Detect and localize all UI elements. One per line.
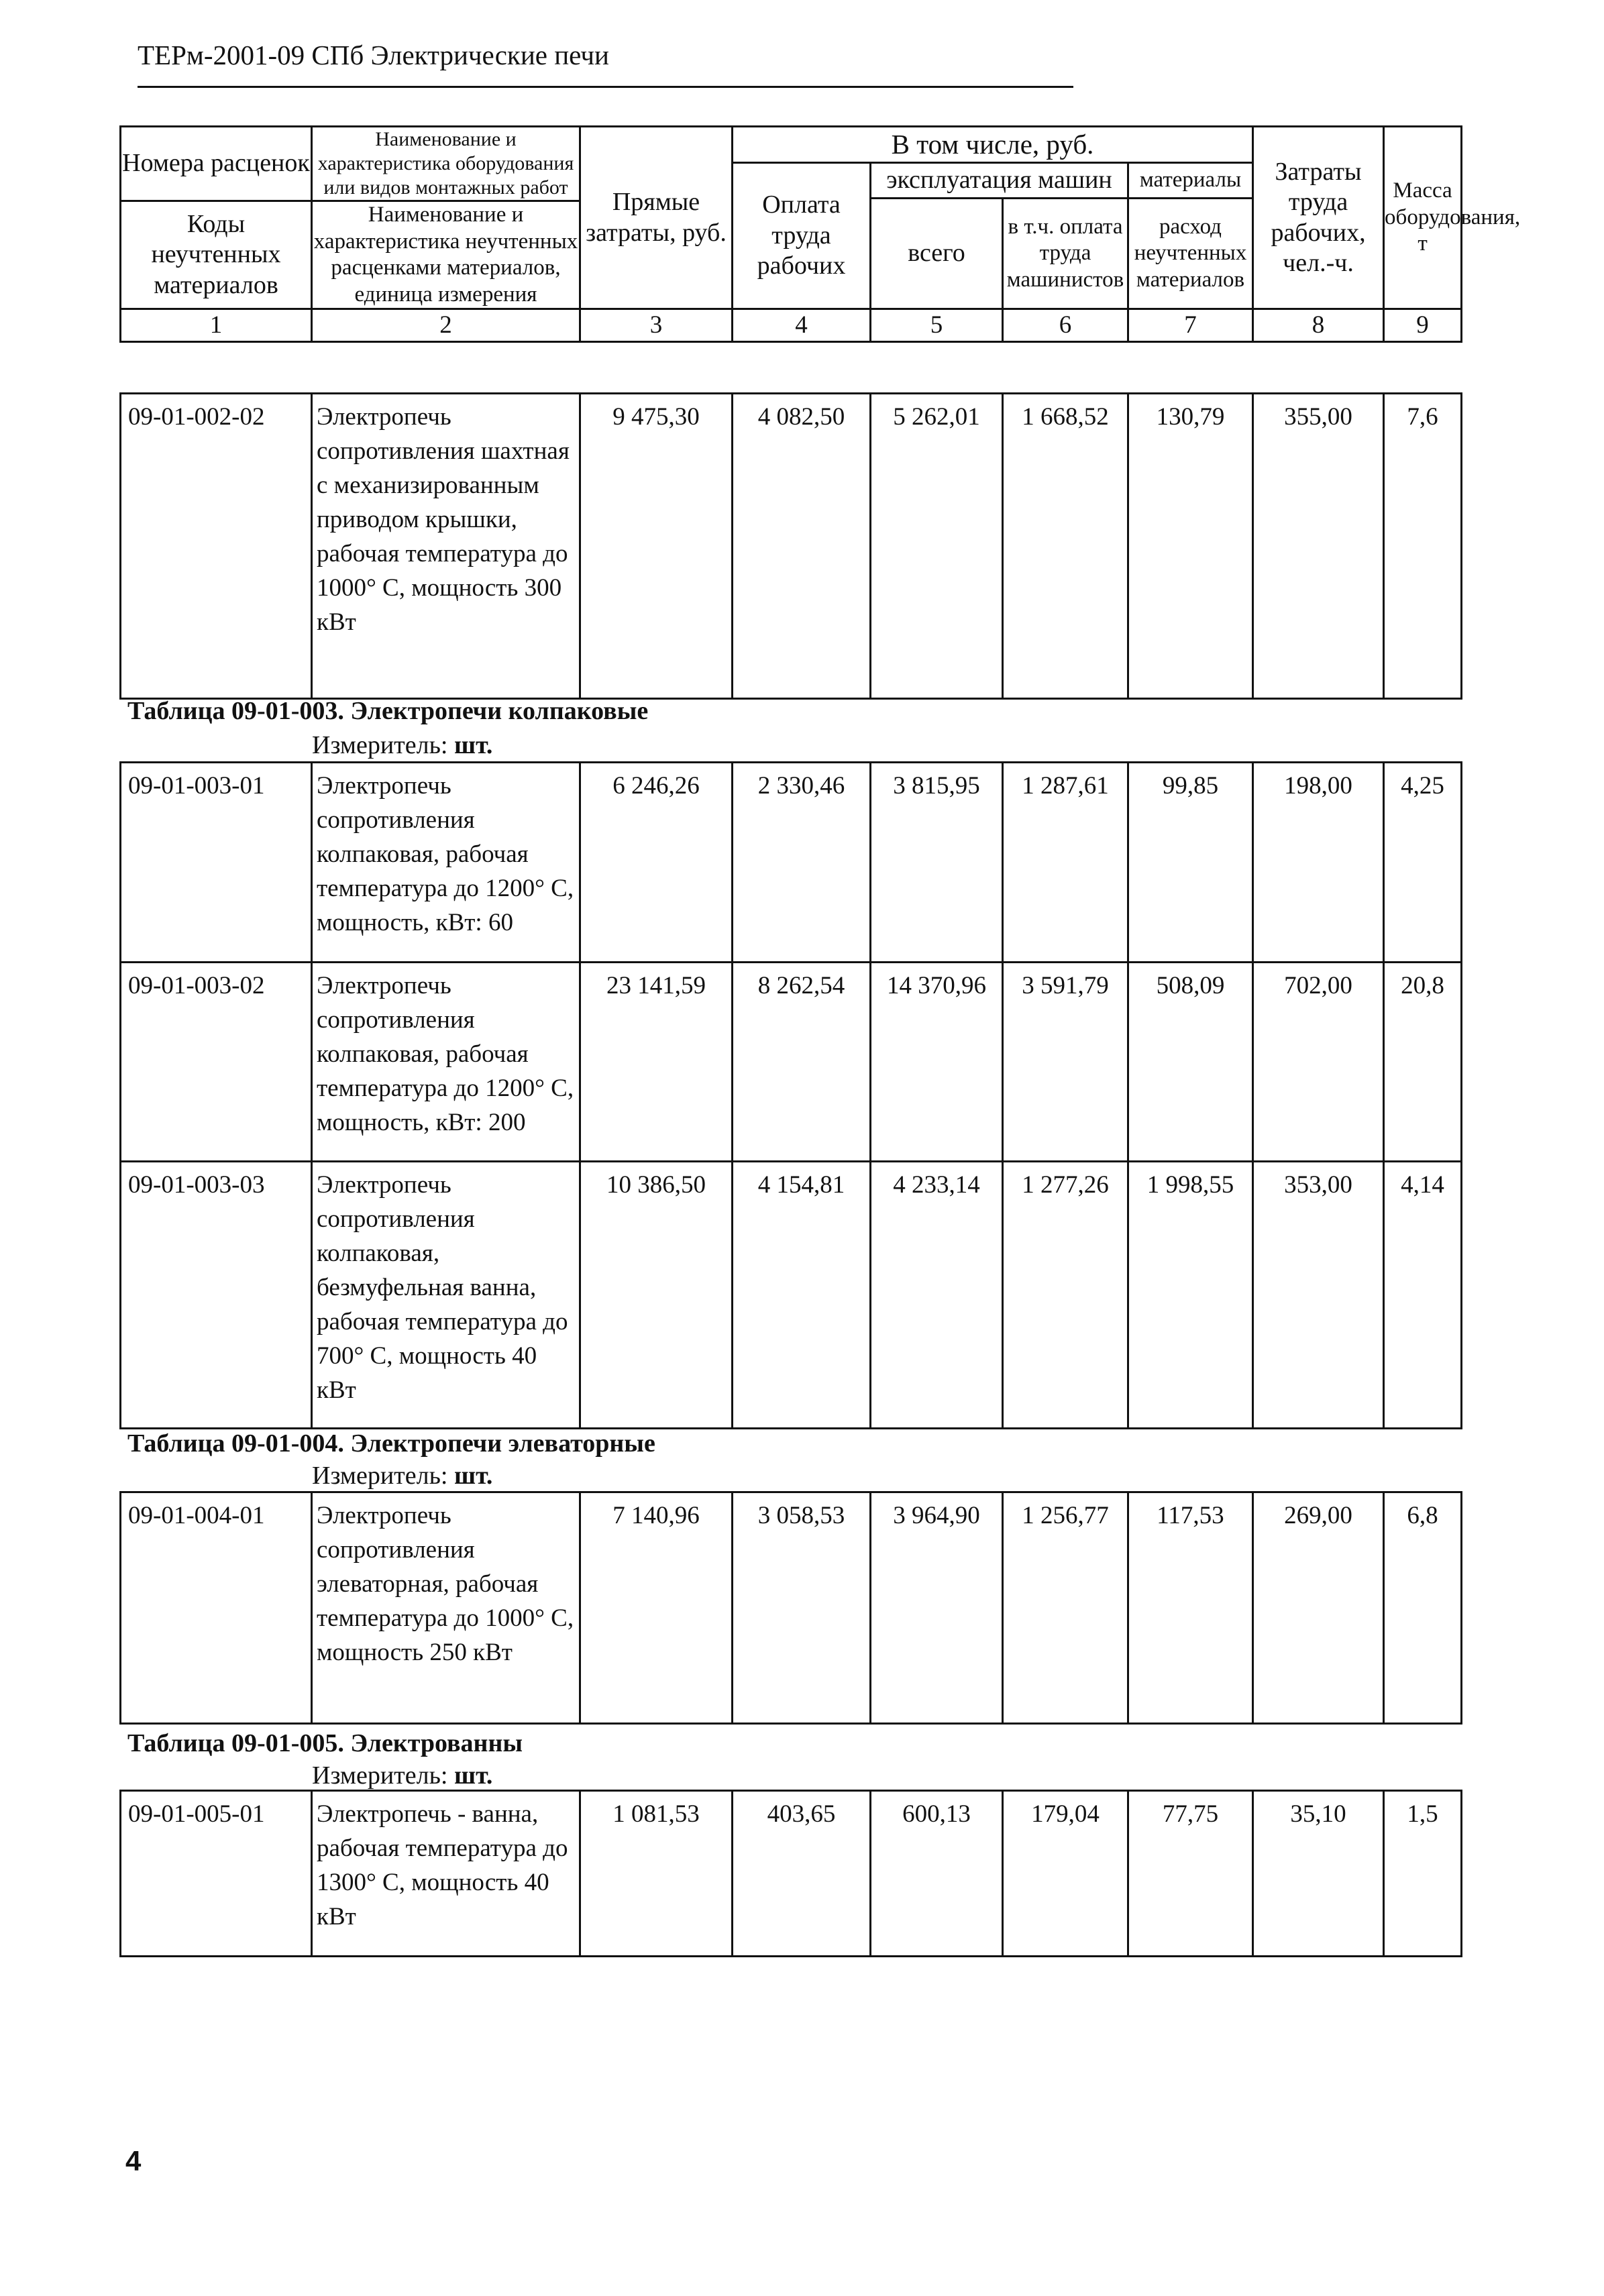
header-machines-total: всего bbox=[871, 198, 1003, 309]
column-number: 3 bbox=[580, 309, 733, 342]
table-row bbox=[121, 963, 1462, 1162]
rate-name: Электропечь сопротивления колпаковая, рабочая температура до 1200° С, мощность, кВт: 60 bbox=[312, 763, 580, 963]
measure-line bbox=[312, 1461, 492, 1490]
direct-costs-value: 1 081,53 bbox=[580, 1791, 733, 1957]
column-number: 5 bbox=[871, 309, 1003, 342]
rate-table-2 bbox=[119, 761, 1462, 1429]
machines-total-value: 14 370,96 bbox=[871, 963, 1003, 1162]
table-row bbox=[121, 1162, 1462, 1429]
measure-value: шт. bbox=[454, 1761, 493, 1790]
machines-total-value: 3 815,95 bbox=[871, 763, 1003, 963]
header-materials: материалы bbox=[1128, 163, 1253, 199]
labor-pay-value: 4 082,50 bbox=[733, 394, 871, 699]
column-number: 6 bbox=[1003, 309, 1128, 342]
page-header: ТЕРм-2001-09 СПб Электрические печи bbox=[138, 40, 609, 70]
rate-code: 09-01-003-01 bbox=[121, 763, 312, 963]
labor-hours-value: 353,00 bbox=[1253, 1162, 1384, 1429]
table-row bbox=[121, 763, 1462, 963]
materials-value: 1 998,55 bbox=[1128, 1162, 1253, 1429]
direct-costs-value: 9 475,30 bbox=[580, 394, 733, 699]
column-number: 1 bbox=[121, 309, 312, 342]
header-rate-numbers: Номера расценок bbox=[121, 127, 312, 201]
materials-value: 130,79 bbox=[1128, 394, 1253, 699]
column-number: 7 bbox=[1128, 309, 1253, 342]
materials-value: 508,09 bbox=[1128, 963, 1253, 1162]
rate-table-1 bbox=[119, 392, 1462, 700]
machinists-pay-value: 1 287,61 bbox=[1003, 763, 1128, 963]
rate-table-3 bbox=[119, 1491, 1462, 1725]
machines-total-value: 3 964,90 bbox=[871, 1492, 1003, 1724]
header-worker-pay: Оплата труда рабочих bbox=[733, 163, 871, 309]
measure-value: шт. bbox=[454, 1462, 493, 1490]
labor-hours-value: 702,00 bbox=[1253, 963, 1384, 1162]
header-unaccounted-materials: расход неучтенных материалов bbox=[1128, 198, 1253, 309]
mass-value: 1,5 bbox=[1384, 1791, 1462, 1957]
column-number: 2 bbox=[312, 309, 580, 342]
column-number: 4 bbox=[733, 309, 871, 342]
materials-value: 77,75 bbox=[1128, 1791, 1253, 1957]
column-number: 8 bbox=[1253, 309, 1384, 342]
header-including-group: В том числе, руб. bbox=[733, 127, 1253, 163]
header-work-name: Наименование и характеристика оборудования или видов монтажных работ bbox=[312, 127, 580, 201]
rate-code: 09-01-004-01 bbox=[121, 1492, 312, 1724]
measure-label: Измеритель: bbox=[312, 1761, 448, 1790]
header-direct-costs: Прямые затраты, руб. bbox=[580, 127, 733, 309]
direct-costs-value: 7 140,96 bbox=[580, 1492, 733, 1724]
rate-name: Электропечь сопротивления колпаковая, рабочая температура до 1200° С, мощность, кВт: 200 bbox=[312, 963, 580, 1162]
labor-hours-value: 35,10 bbox=[1253, 1791, 1384, 1957]
measure-label: Измеритель: bbox=[312, 1462, 448, 1490]
mass-value: 20,8 bbox=[1384, 963, 1462, 1162]
direct-costs-value: 10 386,50 bbox=[580, 1162, 733, 1429]
table-row bbox=[121, 394, 1462, 699]
labor-pay-value: 2 330,46 bbox=[733, 763, 871, 963]
measure-value: шт. bbox=[454, 731, 493, 759]
materials-value: 99,85 bbox=[1128, 763, 1253, 963]
table-title: Таблица 09-01-005. Электрованны bbox=[127, 1729, 523, 1757]
labor-hours-value: 198,00 bbox=[1253, 763, 1384, 963]
measure-line bbox=[312, 730, 492, 760]
header-machine-operation: эксплуатация машин bbox=[871, 163, 1128, 199]
header-machinists-pay: в т.ч. оплата труда машинистов bbox=[1003, 198, 1128, 309]
machinists-pay-value: 3 591,79 bbox=[1003, 963, 1128, 1162]
direct-costs-value: 6 246,26 bbox=[580, 763, 733, 963]
machinists-pay-value: 1 277,26 bbox=[1003, 1162, 1128, 1429]
table-row bbox=[121, 1492, 1462, 1724]
mass-value: 7,6 bbox=[1384, 394, 1462, 699]
machines-total-value: 4 233,14 bbox=[871, 1162, 1003, 1429]
measure-line bbox=[312, 1761, 492, 1790]
header-labor-hours: Затраты труда рабочих, чел.-ч. bbox=[1253, 127, 1384, 309]
measure-label: Измеритель: bbox=[312, 731, 448, 759]
header-material-name: Наименование и характеристика неучтенных расценками материалов, единица измерения bbox=[312, 201, 580, 309]
rate-code: 09-01-003-03 bbox=[121, 1162, 312, 1429]
labor-hours-value: 355,00 bbox=[1253, 394, 1384, 699]
labor-pay-value: 8 262,54 bbox=[733, 963, 871, 1162]
rate-name: Электропечь сопротивления колпаковая, безмуфельная ванна, рабочая температура до 700° С, мощность 40 кВт bbox=[312, 1162, 580, 1429]
rate-code: 09-01-002-02 bbox=[121, 394, 312, 699]
mass-value: 4,14 bbox=[1384, 1162, 1462, 1429]
rate-code: 09-01-003-02 bbox=[121, 963, 312, 1162]
mass-value: 4,25 bbox=[1384, 763, 1462, 963]
labor-hours-value: 269,00 bbox=[1253, 1492, 1384, 1724]
column-header-table bbox=[119, 125, 1521, 343]
rate-table-4 bbox=[119, 1790, 1462, 1957]
header-rule bbox=[138, 86, 1073, 88]
rate-name: Электропечь - ванна, рабочая температура до 1300° С, мощность 40 кВт bbox=[312, 1791, 580, 1957]
table-title: Таблица 09-01-004. Электропечи элеваторные bbox=[127, 1429, 655, 1458]
labor-pay-value: 3 058,53 bbox=[733, 1492, 871, 1724]
machinists-pay-value: 1 668,52 bbox=[1003, 394, 1128, 699]
header-material-codes: Коды неучтенных материалов bbox=[121, 201, 312, 309]
rate-name: Электропечь сопротивления шахтная с механизированным приводом крышки, рабочая температура до 1000° С, мощность 300 кВт bbox=[312, 394, 580, 699]
table-row bbox=[121, 1791, 1462, 1957]
table-title: Таблица 09-01-003. Электропечи колпаковые bbox=[127, 697, 649, 725]
rate-code: 09-01-005-01 bbox=[121, 1791, 312, 1957]
rate-name: Электропечь сопротивления элеваторная, рабочая температура до 1000° С, мощность 250 кВт bbox=[312, 1492, 580, 1724]
column-number: 9 bbox=[1384, 309, 1462, 342]
machinists-pay-value: 1 256,77 bbox=[1003, 1492, 1128, 1724]
page-number: 4 bbox=[125, 2145, 142, 2177]
machinists-pay-value: 179,04 bbox=[1003, 1791, 1128, 1957]
labor-pay-value: 4 154,81 bbox=[733, 1162, 871, 1429]
machines-total-value: 600,13 bbox=[871, 1791, 1003, 1957]
direct-costs-value: 23 141,59 bbox=[580, 963, 733, 1162]
mass-value: 6,8 bbox=[1384, 1492, 1462, 1724]
machines-total-value: 5 262,01 bbox=[871, 394, 1003, 699]
header-equipment-mass: Масса оборудования, т bbox=[1384, 127, 1462, 309]
labor-pay-value: 403,65 bbox=[733, 1791, 871, 1957]
materials-value: 117,53 bbox=[1128, 1492, 1253, 1724]
